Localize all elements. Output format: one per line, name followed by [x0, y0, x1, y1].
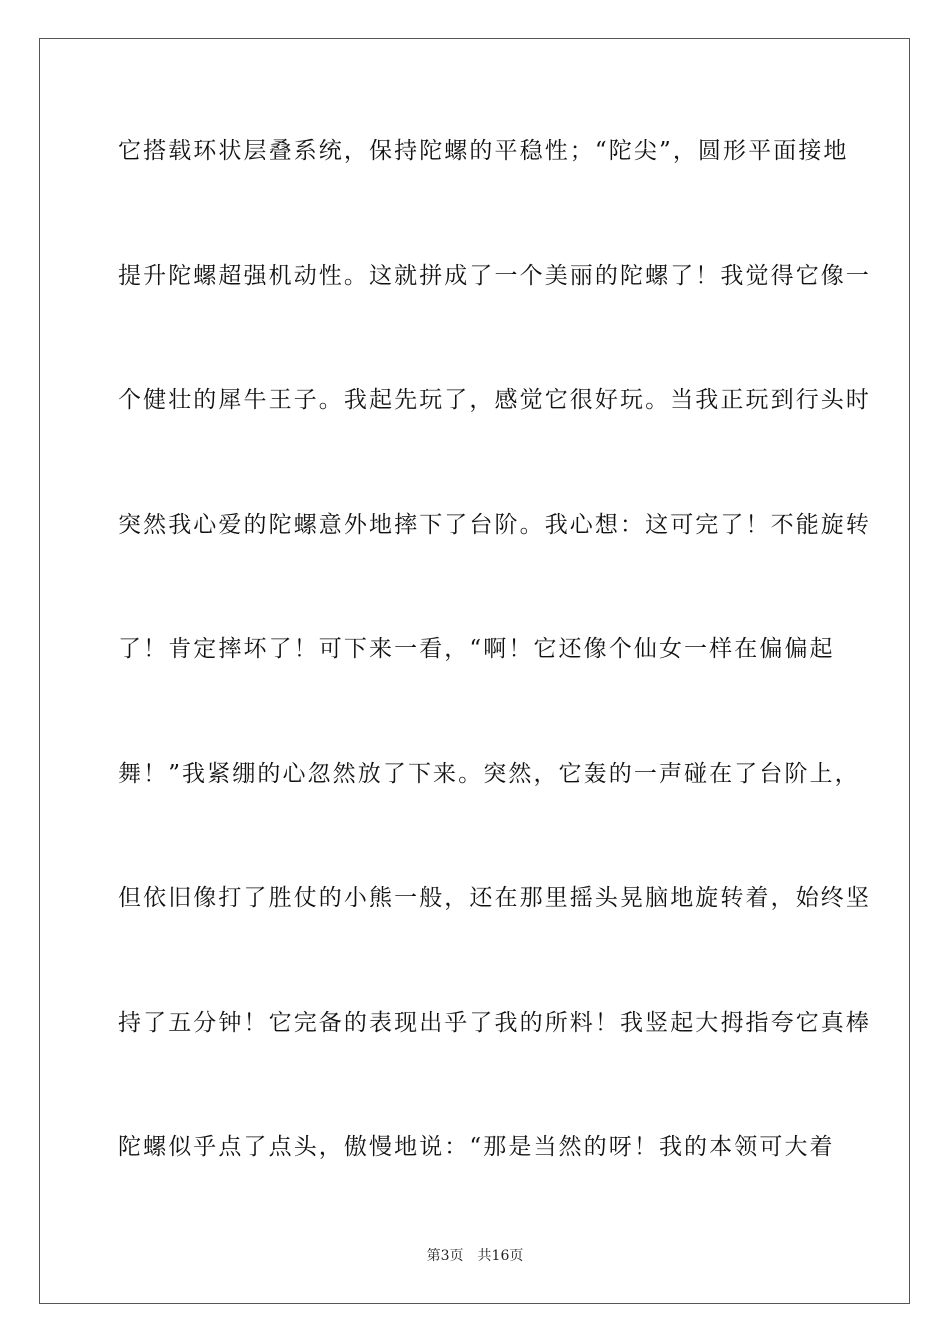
page-number: 第3页	[426, 1248, 464, 1264]
text-line: 但依旧像打了胜仗的小熊一般，还在那里摇头晃脑地旋转着，始终坚	[118, 885, 871, 911]
text-line: 舞！”我紧绷的心忽然放了下来。突然，它轰的一声碰在了台阶上，	[118, 760, 860, 787]
page-total: 共16页	[477, 1248, 524, 1264]
body-text	[118, 127, 871, 1248]
text-line: 突然我心爱的陀螺意外地摔下了台阶。我心想：这可完了！不能旋转	[118, 511, 871, 538]
text-line: 持了五分钟！它完备的表现出乎了我的所料！我竖起大拇指夸它真棒	[118, 1009, 871, 1036]
text-line: 它搭载环状层叠系统，保持陀螺的平稳性；“陀尖”，圆形平面接地	[118, 138, 849, 164]
text-line: 陀螺似乎点了点头，傲慢地说：“那是当然的呀！我的本领可大着	[118, 1134, 835, 1160]
text-line: 了！肯定摔坏了！可下来一看，“啊！它还像个仙女一样在偏偏起	[118, 636, 835, 662]
text-line: 个健壮的犀牛王子。我起先玩了，感觉它很好玩。当我正玩到行头时	[118, 387, 871, 413]
text-line: 提升陀螺超强机动性。这就拼成了一个美丽的陀螺了！我觉得它像一	[118, 262, 871, 289]
page-footer	[0, 1246, 950, 1266]
